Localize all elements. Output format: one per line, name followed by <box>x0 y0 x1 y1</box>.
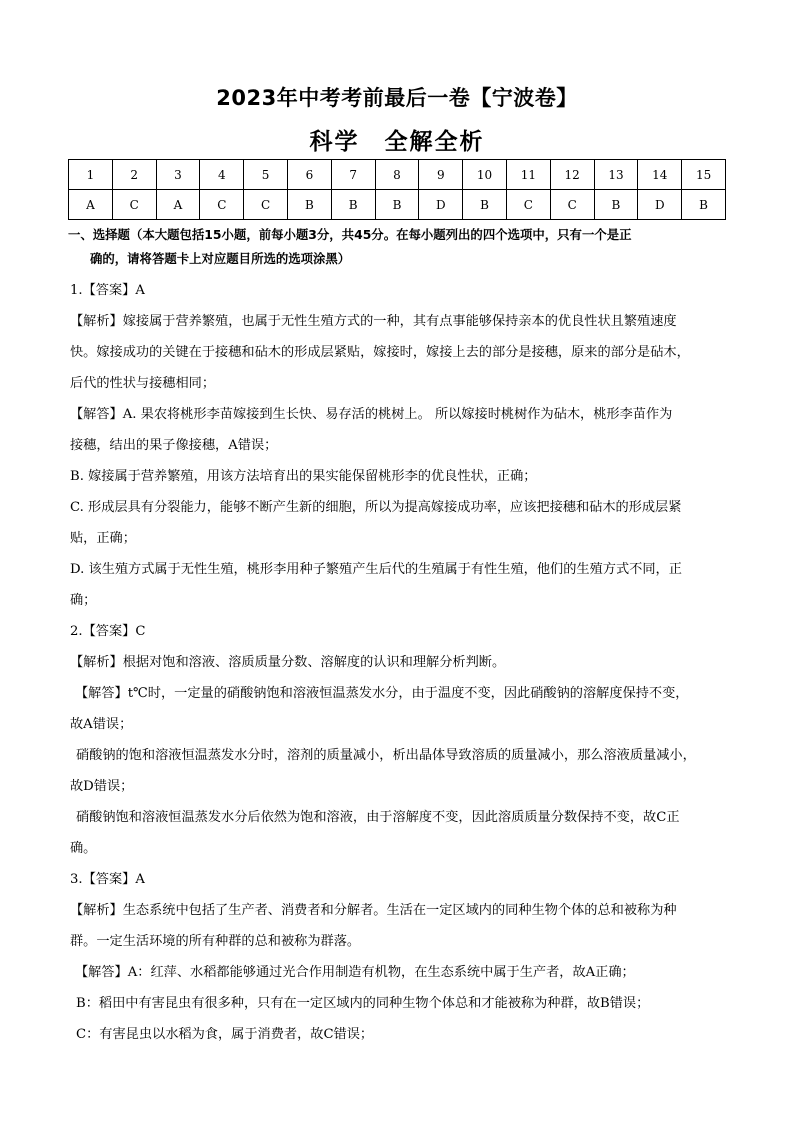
answer-cell: A <box>156 190 200 220</box>
q3-analysis-line: 【解析】生态系统中包括了生产者、消费者和分解者。生活在一定区域内的同种生物个体的总和被称为种 <box>70 903 677 918</box>
question-number-cell: 11 <box>506 160 550 190</box>
answer-table <box>68 159 726 220</box>
question-number-cell: 9 <box>419 160 463 190</box>
answer-cell: B <box>463 190 507 220</box>
answer-cell: B <box>375 190 419 220</box>
answer-cell: C <box>506 190 550 220</box>
q2-solution-line: 硝酸钠饱和溶液恒温蒸发水分后依然为饱和溶液，由于溶解度不变，因此溶质质量分数保持不变，故C正 <box>76 810 680 825</box>
q3-answer: 3.【答案】A <box>70 872 145 887</box>
question-number-cell: 15 <box>682 160 726 190</box>
document-subtitle: 科学 全解全析 <box>309 129 485 155</box>
question-number-cell: 2 <box>112 160 156 190</box>
q3-solution-line: C：有害昆虫以水稻为食，属于消费者，故C错误； <box>76 1027 374 1042</box>
q2-solution-line: 故A错误； <box>70 717 133 732</box>
answer-table-number-row <box>69 160 726 190</box>
question-number-cell: 3 <box>156 160 200 190</box>
answer-cell: B <box>682 190 726 220</box>
question-number-cell: 4 <box>200 160 244 190</box>
answer-cell: D <box>419 190 463 220</box>
question-number-cell: 13 <box>594 160 638 190</box>
q2-solution-line: 【解答】t℃时，一定量的硝酸钠饱和溶液恒温蒸发水分，由于温度不变，因此硝酸钠的溶解度保持不变， <box>75 686 689 701</box>
section-heading-continued: 确的，请将答题卡上对应题目所选的选项涂黑） <box>90 251 351 266</box>
q2-analysis-line: 【解析】根据对饱和溶液、溶质质量分数、溶解度的认识和理解分析判断。 <box>70 655 506 670</box>
q1-solution-line: D. 该生殖方式属于无性生殖，桃形李用种子繁殖产生后代的生殖属于有性生殖，他们的生殖方式不同，正 <box>70 562 682 577</box>
answer-cell: A <box>69 190 113 220</box>
question-number-cell: 6 <box>287 160 331 190</box>
q3-solution-line: B：稻田中有害昆虫有很多种，只有在一定区域内的同种生物个体总和才能被称为种群，故B错误； <box>76 996 650 1011</box>
q1-solution-line: C. 形成层具有分裂能力，能够不断产生新的细胞，所以为提高嫁接成功率，应该把接穗和砧木的形成层紧 <box>70 500 682 515</box>
q1-solution-line: 接穗，结出的果子像接穗，A错误； <box>70 438 278 453</box>
answer-cell: C <box>200 190 244 220</box>
q2-solution-line: 故D错误； <box>70 779 134 794</box>
question-number-cell: 5 <box>244 160 288 190</box>
answer-cell: B <box>594 190 638 220</box>
question-number-cell: 10 <box>463 160 507 190</box>
q1-analysis-line: 后代的性状与接穗相同； <box>70 376 216 391</box>
q2-solution-line: 确。 <box>70 841 97 856</box>
q1-answer: 1.【答案】A <box>70 283 145 298</box>
answer-cell: B <box>287 190 331 220</box>
q1-analysis-line: 快。嫁接成功的关键在于接穗和砧木的形成层紧贴，嫁接时，嫁接上去的部分是接穗，原来的部分是砧木， <box>70 345 690 360</box>
answer-cell: C <box>112 190 156 220</box>
q2-answer: 2.【答案】C <box>70 624 146 639</box>
section-heading: 一、选择题（本大题包括15小题，前每小题3分，共45分。在每小题列出的四个选项中，只有一个是正 <box>68 227 632 242</box>
q3-analysis-line: 群。一定生活环境的所有种群的总和被称为群落。 <box>70 934 361 949</box>
q2-solution-line: 硝酸钠的饱和溶液恒温蒸发水分时，溶剂的质量减小，析出晶体导致溶质的质量减小，那么溶液质量减小， <box>76 748 696 763</box>
question-number-cell: 1 <box>69 160 113 190</box>
answer-cell: C <box>244 190 288 220</box>
question-number-cell: 8 <box>375 160 419 190</box>
answer-cell: C <box>550 190 594 220</box>
q1-solution-line: 贴，正确； <box>70 531 136 546</box>
answer-cell: D <box>638 190 682 220</box>
question-number-cell: 12 <box>550 160 594 190</box>
q3-solution-line: 【解答】A：红萍、水稻都能够通过光合作用制造有机物，在生态系统中属于生产者，故A正确； <box>75 965 635 980</box>
answer-table-answer-row <box>69 190 726 220</box>
document-title: 2023年中考考前最后一卷【宁波卷】 <box>216 86 578 110</box>
answer-cell: B <box>331 190 375 220</box>
q1-solution-line: 确； <box>70 593 97 608</box>
q1-solution-line: B. 嫁接属于营养繁殖，用该方法培育出的果实能保留桃形李的优良性状，正确； <box>70 469 537 484</box>
q1-analysis-line: 【解析】嫁接属于营养繁殖，也属于无性生殖方式的一种，其有点事能够保持亲本的优良性状且繁殖速度 <box>70 314 677 329</box>
question-number-cell: 7 <box>331 160 375 190</box>
question-number-cell: 14 <box>638 160 682 190</box>
q1-solution-line: 【解答】A. 果农将桃形李苗嫁接到生长快、易存活的桃树上。 所以嫁接时桃树作为砧木，桃形李苗作为 <box>70 407 673 422</box>
